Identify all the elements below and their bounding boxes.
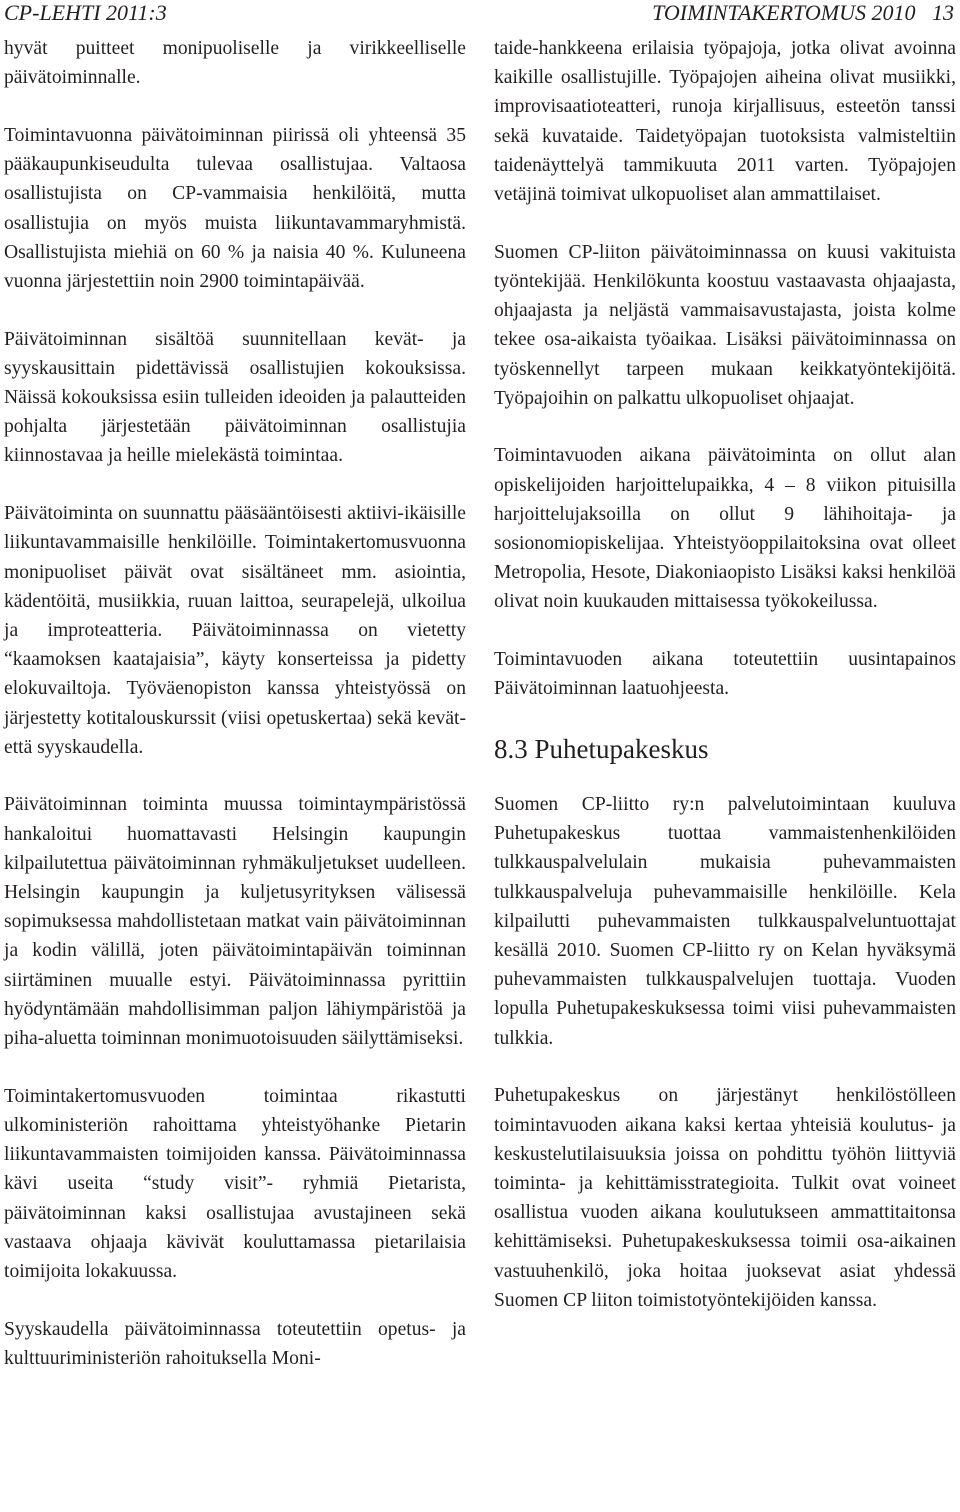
paragraph: Syyskaudella päivätoiminnassa toteutettiin opetus- ja kulttuuriministeriön rahoituksella Moni-: [4, 1318, 466, 1369]
paragraph: taide-hankkeena erilaisia työpajoja, jotka olivat avoinna kaikille osallistujille. Työpajojen aiheina olivat musiikki, improvisaatioteatteri, runoja kirjallisuus, esteetön tanssi sekä kuvataide. Taidetyöpajan tuotoksista valmisteltiin taidenäyttelyä tammikuuta 2011 varten. Työpajojen vetäjinä toimivat ulkopuoliset alan ammattilaiset.: [494, 38, 956, 206]
paragraph: Päivätoiminnan toiminta muussa toimintaympäristössä hankaloitui huomattavasti Helsingin kaupungin kilpailutettua päivätoiminnan ryhmäkuljetukset uudelleen. Helsingin kaupungin ja kuljetusyrityksen välisessä sopimuksessa mahdollistetaan matkat vain päivätoiminnan ja kodin välillä, joten päivätoimintapäivän toiminnan siirtäminen muualle estyi. Päivätoiminnassa pyrittiin hyödyntämään mahdollisimman paljon lähiympäristöä ja piha-aluetta toiminnan monimuotoisuuden säilyttämiseksi.: [4, 794, 466, 1050]
paragraph: Suomen CP-liitto ry:n palvelutoimintaan kuuluva Puhetupakeskus tuottaa vammaistenhenkilöiden tulkkauspalvelulain mukaisia puhevammaisten tulkkauspalveluja puhevammaisille henkilöille. Kela kilpailutti puhevammaisten tulkkauspalveluntuottajat kesällä 2010. Suomen CP-liitto ry on Kelan hyväksymä puhevammaisten tulkkauspalvelujen tuottaja. Vuoden lopulla Puhetupakeskuksessa toimi viisi puhevammaisten tulkkia.: [494, 794, 956, 1049]
paragraph: Päivätoiminnan sisältöä suunnitellaan kevät- ja syyskausittain pidettävissä osallistujien kokouksissa. Näissä kokouksissa esiin tulleiden ideoiden ja palautteiden pohjalta järjestetään päivätoiminnan osallistujia kiinnostavaa ja heille mielekästä toimintaa.: [4, 328, 466, 467]
section-running-head: [652, 0, 954, 26]
paragraph: Toimintavuoden aikana toteutettiin uusintapainos Päivätoiminnan laatuohjeesta.: [494, 649, 956, 700]
paragraph: Toimintavuoden aikana päivätoiminta on ollut alan opiskelijoiden harjoittelupaikka, 4 – 8 viikon pituisilla harjoittelujaksoilla on ollut 9 lähihoitaja- ja sosionomiopiskelijaa. Yhteistyöoppilaitoksina ovat olleet Metropolia, Hesote, Diakoniaopisto Lisäksi kaksi henkilöä olivat noin kuukauden mittaisessa työkokeilussa.: [494, 445, 956, 613]
paragraph: hyvät puitteet monipuoliselle ja virikkeelliselle päivätoiminnalle.: [4, 38, 466, 89]
paragraph: Suomen CP-liiton päivätoiminnassa on kuusi vakituista työntekijää. Henkilökunta koostuu vastaavasta ohjaajasta, ohjaajasta ja neljästä vammaisavustajasta, joista kolme tekee osa-aikaista työaikaa. Lisäksi päivätoiminnassa on työskennellyt tarpeen mukaan keikkatyöntekijöitä. Työpajoihin on palkattu ulkopuoliset ohjaajat.: [494, 241, 956, 409]
page-number: 13: [932, 0, 954, 25]
page-header: [0, 0, 960, 28]
publication-title: CP-LEHTI 2011:3: [4, 0, 167, 25]
section-heading: 8.3 Puhetupakeskus: [494, 734, 709, 765]
left-column: [4, 34, 466, 1402]
paragraph: Päivätoiminta on suunnattu pääsääntöisesti aktiivi-ikäisille liikuntavammaisille henkilöille. Toimintakertomusvuonna monipuoliset päivät ovat sisältäneet mm. asiointia, kädentöitä, musiikkia, ruuan laittoa, seurapelejä, ulkoilua ja improteatteria. Päivätoiminnassa on vietetty “kaamoksen kaatajaisia”, käyty konserteissa ja pidetty elokuvailtoja. Työväenopiston kanssa yhteistyössä on järjestetty kotitalouskurssit (viisi opetuskertaa) sekä kevät- että syyskaudella.: [4, 503, 466, 758]
paragraph: Toimintakertomusvuoden toimintaa rikastutti ulkoministeriön rahoittama yhteistyöhanke Pietarin liikuntavammaisten toimijoiden kanssa. Päivätoiminnassa kävi useita “study visit”- ryhmiä Pietarista, päivätoiminnan kaksi osallistujaa avustajineen sekä vastaava ohjaaja kävivät kouluttamassa pietarilaisia toimijoita lokakuussa.: [4, 1085, 466, 1283]
paragraph: Toimintavuonna päivätoiminnan piirissä oli yhteensä 35 pääkaupunkiseudulta tulevaa osallistujaa. Valtaosa osallistujista on CP-vammaisia henkilöitä, mutta osallistujia on myös muista liikuntavammaryhmistä. Osallistujista miehiä on 60 % ja naisia 40 %. Kuluneena vuonna järjestettiin noin 2900 toimintapäivää.: [4, 124, 466, 292]
running-head-title: TOIMINTAKERTOMUS 2010: [652, 0, 916, 25]
paragraph: Puhetupakeskus on järjestänyt henkilöstölleen toimintavuoden aikana kaksi kertaa yhteisiä koulutus- ja keskustelutilaisuuksia joissa on pohdittu työhön liittyviä toiminta- ja kehittämisstrategioita. Tulkit ovat voineet osallistua vuoden aikana koulutukseen ammattitaitonsa kehittämiseksi. Puhetupakeskuksessa toimii osa-aikainen vastuuhenkilö, joka hoitaa juoksevat asiat yhdessä Suomen CP liiton toimistotyöntekijöiden kanssa.: [494, 1085, 956, 1311]
right-column: [494, 34, 956, 1344]
